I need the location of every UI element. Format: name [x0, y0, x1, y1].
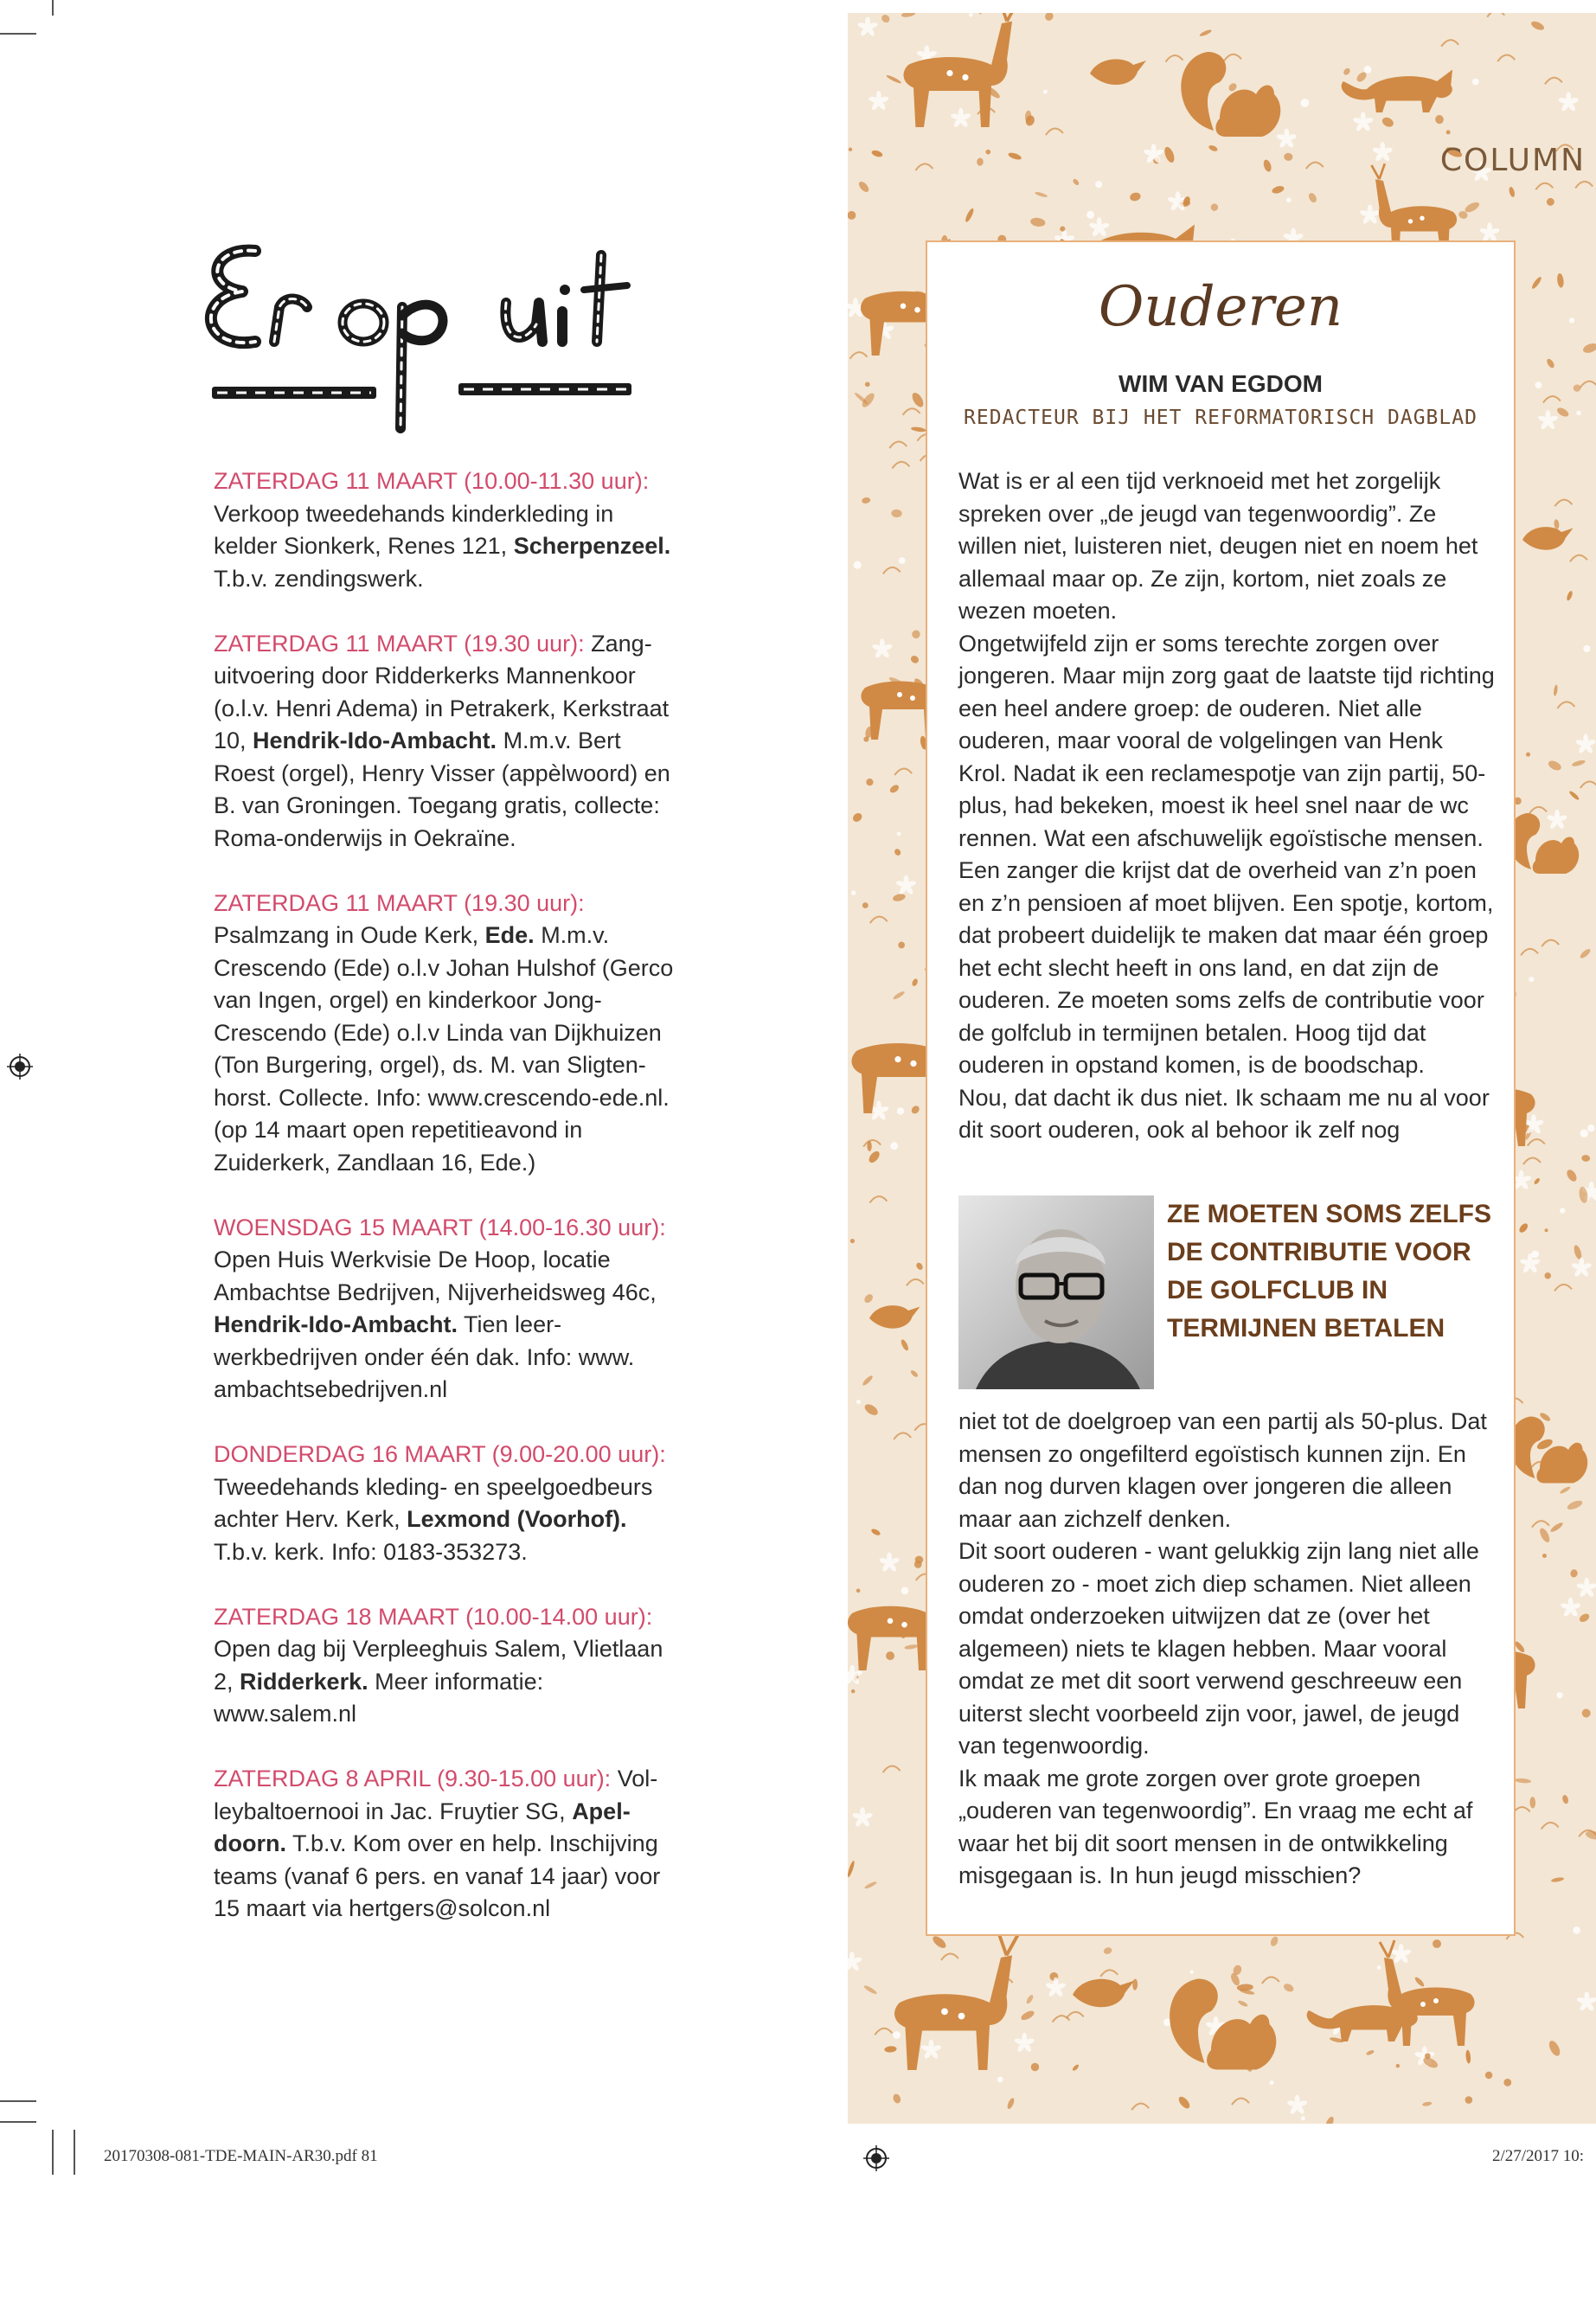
event-location: Apeldoorn. — [214, 1798, 631, 1856]
article-paragraph: Ongetwijfeld zijn er soms terechte zorgen over jongeren. Maar mijn zorg gaat de laatste tijd richting een heel andere groep: de ouderen. Niet alle ouderen, maar vooral de volgelingen van Henk Krol. Nadat ik een reclamespotje van zijn partij, 50-plus, had bekeken, moest ik heel snel naar de wc rennen. Wat een afschuwelijk egoïstische mensen. Een zanger die krijst dat de overheid van z’n poen en z’n pensioen af moet blijven. Een spotje, kortom, dat probeert duidelijk te maken dat maar één groep het echt slecht heeft in ons land, en dat zijn de ouderen. Ze moeten soms zelfs de contributie voor de golfclub in termijnen betalen. Hoog tijd dat ouderen in opstand komen, is de boodschap. — [958, 630, 1495, 1078]
crop-mark — [52, 0, 54, 16]
event-date: WOENSDAG 15 MAART (14.00-16.30 uur): — [214, 1214, 666, 1240]
event-item — [214, 1212, 681, 1407]
event-item — [214, 1439, 681, 1568]
article-paragraph: Wat is er al een tijd verknoeid met het zorgelijk spreken over „de jeugd van tegenwoordig”. Ze willen niet, luisteren niet, deugen niet en noem het allemaal maar op. Ze zijn, kortom, niet zoals ze wezen moeten. — [958, 468, 1478, 624]
crop-mark — [52, 2130, 54, 2175]
article-title: Ouderen — [1098, 275, 1343, 339]
article-paragraph: niet tot de doelgroep van een partij als 50-plus. Dat mensen zo ongefilterd egoïstisch kunnen zijn. En dan nog durven klagen over jongeren die alleen maar aan zichzelf denken. — [958, 1408, 1487, 1532]
registration-mark-icon — [863, 2145, 889, 2171]
pull-quote: ZE MOETEN SOMS ZELFS DE CONTRIBUTIE VOOR DE GOLFCLUB IN TERMIJNEN BETALEN — [1167, 1200, 1492, 1343]
author-name: WIM VAN EGDOM — [1118, 370, 1323, 397]
event-item — [214, 888, 681, 1180]
article-paragraph: Ik maak me grote zorgen over grote groepen „ouderen van tegenwoordig”. En vraag me echt af waar het bij dit soort mensen in de ontwikkeling misgegaan is. In hun jeugd misschien? — [958, 1765, 1473, 1888]
event-date: ZATERDAG 8 APRIL (9.30-15.00 uur): — [214, 1766, 612, 1791]
event-date: ZATERDAG 11 MAART (10.00-11.30 uur): — [214, 468, 650, 494]
crop-mark — [0, 33, 36, 35]
article-paragraph: Nou, dat dacht ik dus niet. Ik schaam me nu al voor dit soort ouderen, ook al behoor ik zelf nog — [958, 1084, 1490, 1143]
article-paragraph: Dit soort ouderen - want gelukkig zijn lang niet alle ouderen zo - moet zich diep schamen. Niet alleen omdat onderzoeken uitwijzen dat ze (over het algemeen) niets te klagen hebben. Maar vooral omdat ze met dit soort verwend geschreeuw een uiterst slecht voorbeeld zijn voor, jawel, de jeugd van tegenwoordig. — [958, 1538, 1479, 1759]
event-location: Ede. — [484, 922, 535, 948]
registration-mark-icon — [7, 1054, 33, 1080]
event-text: T.b.v. kerk. Info: 0183-353273. — [214, 1538, 528, 1565]
title-lettering — [195, 221, 714, 445]
event-text: Meer informatie: www.salem.nl — [214, 1668, 544, 1727]
event-text: M.m.v. Crescendo (Ede) o.l.v Johan Hulshof (Gerco van Ingen, orgel) en kinderkoor Jong-Crescendo (Ede) o.l.v Linda van Dijkhuizen (Ton Burgering, orgel), ds. M. van Sligtenhorst. Collecte. Info: www.crescendo-ede.nl. (op 14 maart open repetitieavond in Zuiderkerk, Zandlaan 16, Ede.) — [214, 922, 674, 1176]
event-location: Lexmond (Voorhof). — [407, 1506, 627, 1532]
event-date: ZATERDAG 11 MAART (19.30 uur): — [214, 889, 585, 916]
article-body-part-1 — [958, 465, 1495, 1147]
crop-mark — [0, 2100, 36, 2102]
event-text: Tweedehands kleding- en speelgoedbeurs achter Herv. Kerk, — [214, 1473, 653, 1532]
event-text: Verkoop tweedehands kinderkleding in kelder Sionkerk, Renes 121, — [214, 500, 614, 559]
event-location: Scherpenzeel. — [513, 533, 671, 559]
event-item — [214, 465, 681, 595]
event-text: T.b.v. zendingswerk. — [214, 565, 424, 592]
event-date: DONDERDAG 16 MAART (9.00-20.00 uur): — [214, 1441, 666, 1467]
event-text: Open Huis Werkvisie De Hoop, locatie Ambachtse Bedrijven, Nijverheidsweg 46c, — [214, 1247, 657, 1305]
event-text: Tien leerwerkbedrijven onder één dak. Info: www. ambachtsebedrijven.nl — [214, 1311, 635, 1402]
event-item — [214, 1763, 681, 1926]
article-body-part-2 — [958, 1406, 1495, 1893]
event-text: Volleybaltoernooi in Jac. Fruytier SG, — [214, 1766, 658, 1824]
column-label: COLUMN — [1439, 143, 1586, 178]
event-date: ZATERDAG 11 MAART (19.30 uur): — [214, 630, 585, 657]
event-date: ZATERDAG 18 MAART (10.00-14.00 uur): — [214, 1603, 653, 1630]
event-item — [214, 628, 681, 856]
event-item — [214, 1601, 681, 1731]
event-location: Hendrik-Ido-Ambacht. — [253, 727, 497, 753]
footer-file-info: 20170308-081-TDE-MAIN-AR30.pdf 81 — [104, 2147, 378, 2165]
event-text: Psalmzang in Oude Kerk, — [214, 922, 485, 948]
event-text: Open dag bij Verpleeghuis Salem, Vlietlaan 2, — [214, 1636, 663, 1695]
event-location: Hendrik-Ido-Ambacht. — [214, 1311, 458, 1337]
event-location: Ridderkerk. — [240, 1668, 369, 1695]
footer-date: 2/27/2017 10: — [1492, 2147, 1585, 2165]
author-role: REDACTEUR BIJ HET REFORMATORISCH DAGBLAD — [964, 407, 1477, 429]
author-photo — [958, 1195, 1154, 1389]
event-text: M.m.v. Bert Roest (orgel), Henry Visser (appèlwoord) en B. van Groningen. Toegang gratis, collecte: Roma-onderwijs in Oekraïne. — [214, 727, 670, 851]
crop-mark — [74, 2130, 75, 2175]
event-text: Zanguitvoering door Ridderkerks Mannenkoor (o.l.v. Henri Adema) in Petrakerk, Kerkstraat 10, — [214, 630, 670, 753]
events-list — [214, 465, 681, 1958]
event-text: T.b.v. Kom over en help. Inschijving teams (vanaf 6 pers. en vanaf 14 jaar) voor 15 maart via hertgers@solcon.nl — [214, 1830, 661, 1921]
crop-mark — [0, 2121, 36, 2123]
